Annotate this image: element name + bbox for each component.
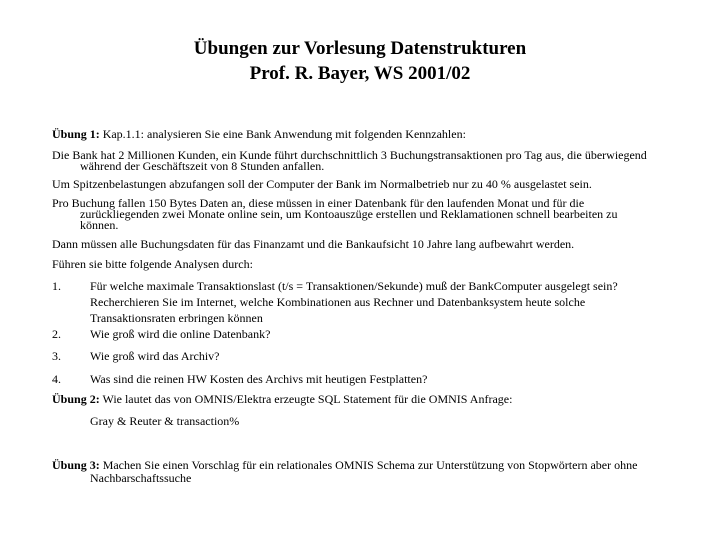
exercise-1-intro: Kap.1.1: analysieren Sie eine Bank Anwendung mit folgenden Kennzahlen: [99,127,466,141]
list-item [90,348,670,364]
list-item-line: Recherchieren Sie im Internet, welche Kombinationen aus Rechner und Datenbanksystem heute solche [90,295,586,309]
exercise-2-text: Wie lautet das von OMNIS/Elektra erzeugte SQL Statement für die OMNIS Anfrage: [99,392,513,406]
paragraph-data-cont1: zurückliegenden zwei Monate online sein, um Kontoauszüge erstellen und Reklamationen schnell bearbeiten zu [80,207,618,221]
page-subtitle: Prof. R. Bayer, WS 2001/02 [249,63,471,84]
list-item-number: 4. [52,372,61,386]
list-item-line: Wie groß wird die online Datenbank? [90,327,271,341]
list-item-number: 1. [52,279,61,293]
paragraph-tasks-intro: Führen sie bitte folgende Analysen durch: [52,257,253,271]
paragraph-data-cont2: können. [80,218,119,232]
list-item [90,326,670,342]
exercise-2-label: Übung 2: [52,392,100,406]
exercise-3-heading [52,459,667,471]
omnis-query: Gray & Reuter & transaction% [90,414,240,428]
exercise-2-heading [52,393,667,405]
paragraph-load: Um Spitzenbelastungen abzufangen soll der Computer der Bank im Normalbetrieb nur zu 40 % ausgelastet sein. [52,177,592,191]
exercise-1-heading [52,128,667,140]
paragraph-customers: Die Bank hat 2 Millionen Kunden, ein Kunde führt durchschnittlich 3 Buchungstransaktionen pro Tag aus, die überwiegend [52,148,647,162]
list-item-line: Transaktionsraten erbringen können [90,311,263,325]
list-item-number: 3. [52,349,61,363]
list-item-number: 2. [52,327,61,341]
list-item-line: Wie groß wird das Archiv? [90,349,220,363]
list-item [90,371,670,387]
paragraph-archive: Dann müssen alle Buchungsdaten für das Finanzamt und die Bankaufsicht 10 Jahre lang aufbewahrt werden. [52,237,575,251]
page-title: Übungen zur Vorlesung Datenstrukturen [193,38,527,59]
list-item [90,278,670,326]
list-item-line: Was sind die reinen HW Kosten des Archivs mit heutigen Festplatten? [90,372,428,386]
paragraph-customers-cont: während der Geschäftszeit von 8 Stunden anfallen. [80,159,325,173]
exercise-3-label: Übung 3: [52,458,100,472]
list-item-line: Für welche maximale Transaktionslast (t/s = Transaktionen/Sekunde) muß der BankComputer ausgelegt sein? [90,279,618,293]
exercise-1-label: Übung 1: [52,127,100,141]
exercise-3-text: Machen Sie einen Vorschlag für ein relationales OMNIS Schema zur Unterstützung von Stopwörtern aber ohne [99,458,638,472]
exercise-3-text-cont: Nachbarschaftssuche [90,471,192,485]
paragraph-data: Pro Buchung fallen 150 Bytes Daten an, diese müssen in einer Datenbank für den laufenden Monat und für die [52,196,585,210]
